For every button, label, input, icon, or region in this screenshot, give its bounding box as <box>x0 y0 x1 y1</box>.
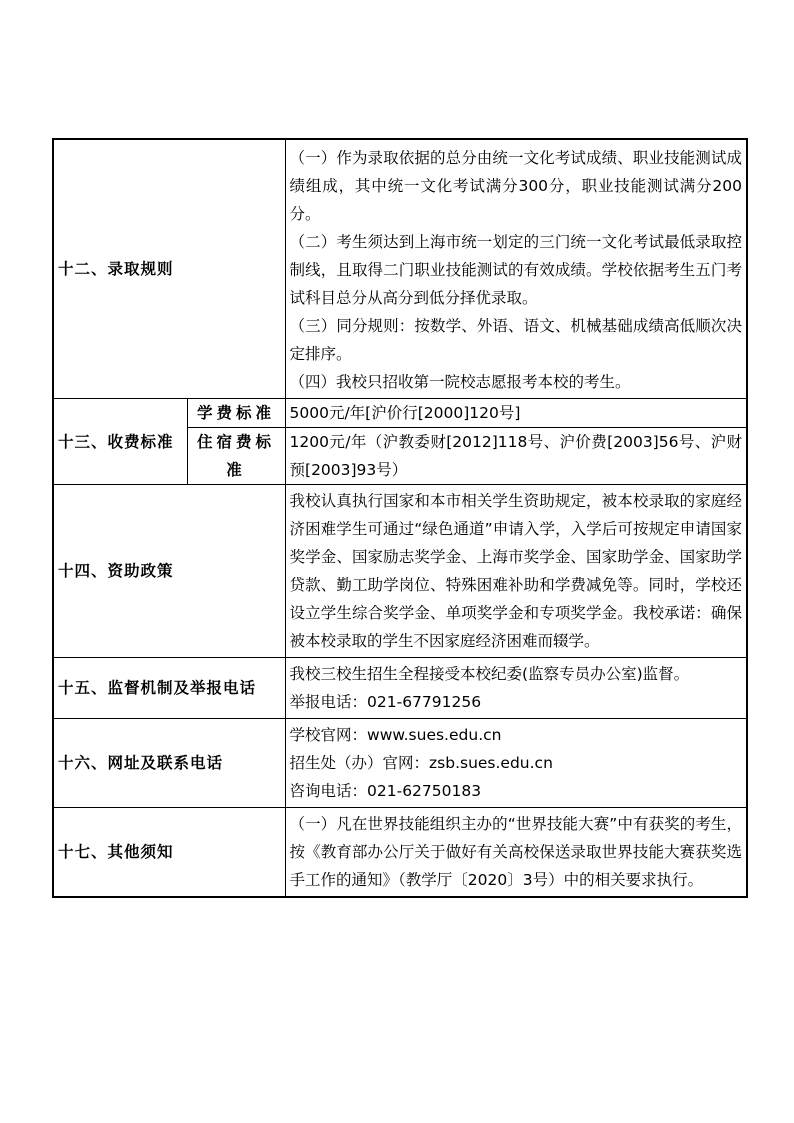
lodging-value-text: 1200元/年（沪教委财[2012]118号、沪价费[2003]56号、沪财预[2003]93号） <box>289 433 743 479</box>
report-phone: 举报电话：021-67791256 <box>289 693 482 711</box>
section-title-financial-aid: 十四、资助政策 <box>53 485 285 658</box>
tuition-value <box>285 399 747 428</box>
financial-aid-content <box>285 485 747 658</box>
school-website: 学校官网：www.sues.edu.cn <box>289 726 502 744</box>
row-supervision <box>53 658 747 719</box>
lodging-value <box>285 428 747 485</box>
admission-info-table <box>52 138 748 898</box>
row-contact <box>53 719 747 808</box>
tuition-label: 学费标准 <box>187 399 285 428</box>
inquiry-phone: 咨询电话：021-62750183 <box>289 782 482 800</box>
admission-rule-2: （二）考生须达到上海市统一划定的三门统一文化考试最低录取控制线，且取得二门职业技能测试的有效成绩。学校依据考生五门考试科目总分从高分到低分择优录取。 <box>289 233 743 307</box>
section-title-other-notes: 十七、其他须知 <box>53 808 285 898</box>
admission-rule-3: （三）同分规则：按数学、外语、语文、机械基础成绩高低顺次决定排序。 <box>289 317 743 363</box>
lodging-label: 住宿费标准 <box>187 428 285 485</box>
row-admission-rules <box>53 139 747 399</box>
admissions-website: 招生处（办）官网：zsb.sues.edu.cn <box>289 754 553 772</box>
admission-rules-content <box>285 139 747 399</box>
admission-rule-1: （一）作为录取依据的总分由统一文化考试成绩、职业技能测试成绩组成，其中统一文化考试满分300分，职业技能测试满分200分。 <box>289 149 743 223</box>
section-title-supervision: 十五、监督机制及举报电话 <box>53 658 285 719</box>
section-title-fees: 十三、收费标准 <box>53 399 187 485</box>
tuition-value-text: 5000元/年[沪价行[2000]120号] <box>289 404 521 422</box>
financial-aid-text: 我校认真执行国家和本市相关学生资助规定，被本校录取的家庭经济困难学生可通过“绿色通道”申请入学，入学后可按规定申请国家奖学金、国家励志奖学金、上海市奖学金、国家助学金、国家助学贷款、勤工助学岗位、特殊困难补助和学费减免等。同时，学校还设立学生综合奖学金、单项奖学金和专项奖学金。我校承诺：确保被本校录取的学生不因家庭经济困难而辍学。 <box>289 492 743 650</box>
other-notes-content <box>285 808 747 898</box>
other-notes-text: （一）凡在世界技能组织主办的“世界技能大赛”中有获奖的考生，按《教育部办公厅关于做好有关高校保送录取世界技能大赛获奖选手工作的通知》（教学厅〔2020〕3号）中的相关要求执行。 <box>289 815 743 889</box>
section-title-admission-rules: 十二、录取规则 <box>53 139 285 399</box>
supervision-content <box>285 658 747 719</box>
supervision-text: 我校三校生招生全程接受本校纪委(监察专员办公室)监督。 <box>289 665 690 683</box>
contact-content <box>285 719 747 808</box>
admission-rule-4: （四）我校只招收第一院校志愿报考本校的考生。 <box>289 373 631 391</box>
row-other-notes <box>53 808 747 898</box>
row-fees-tuition <box>53 399 747 428</box>
row-financial-aid <box>53 485 747 658</box>
section-title-contact: 十六、网址及联系电话 <box>53 719 285 808</box>
